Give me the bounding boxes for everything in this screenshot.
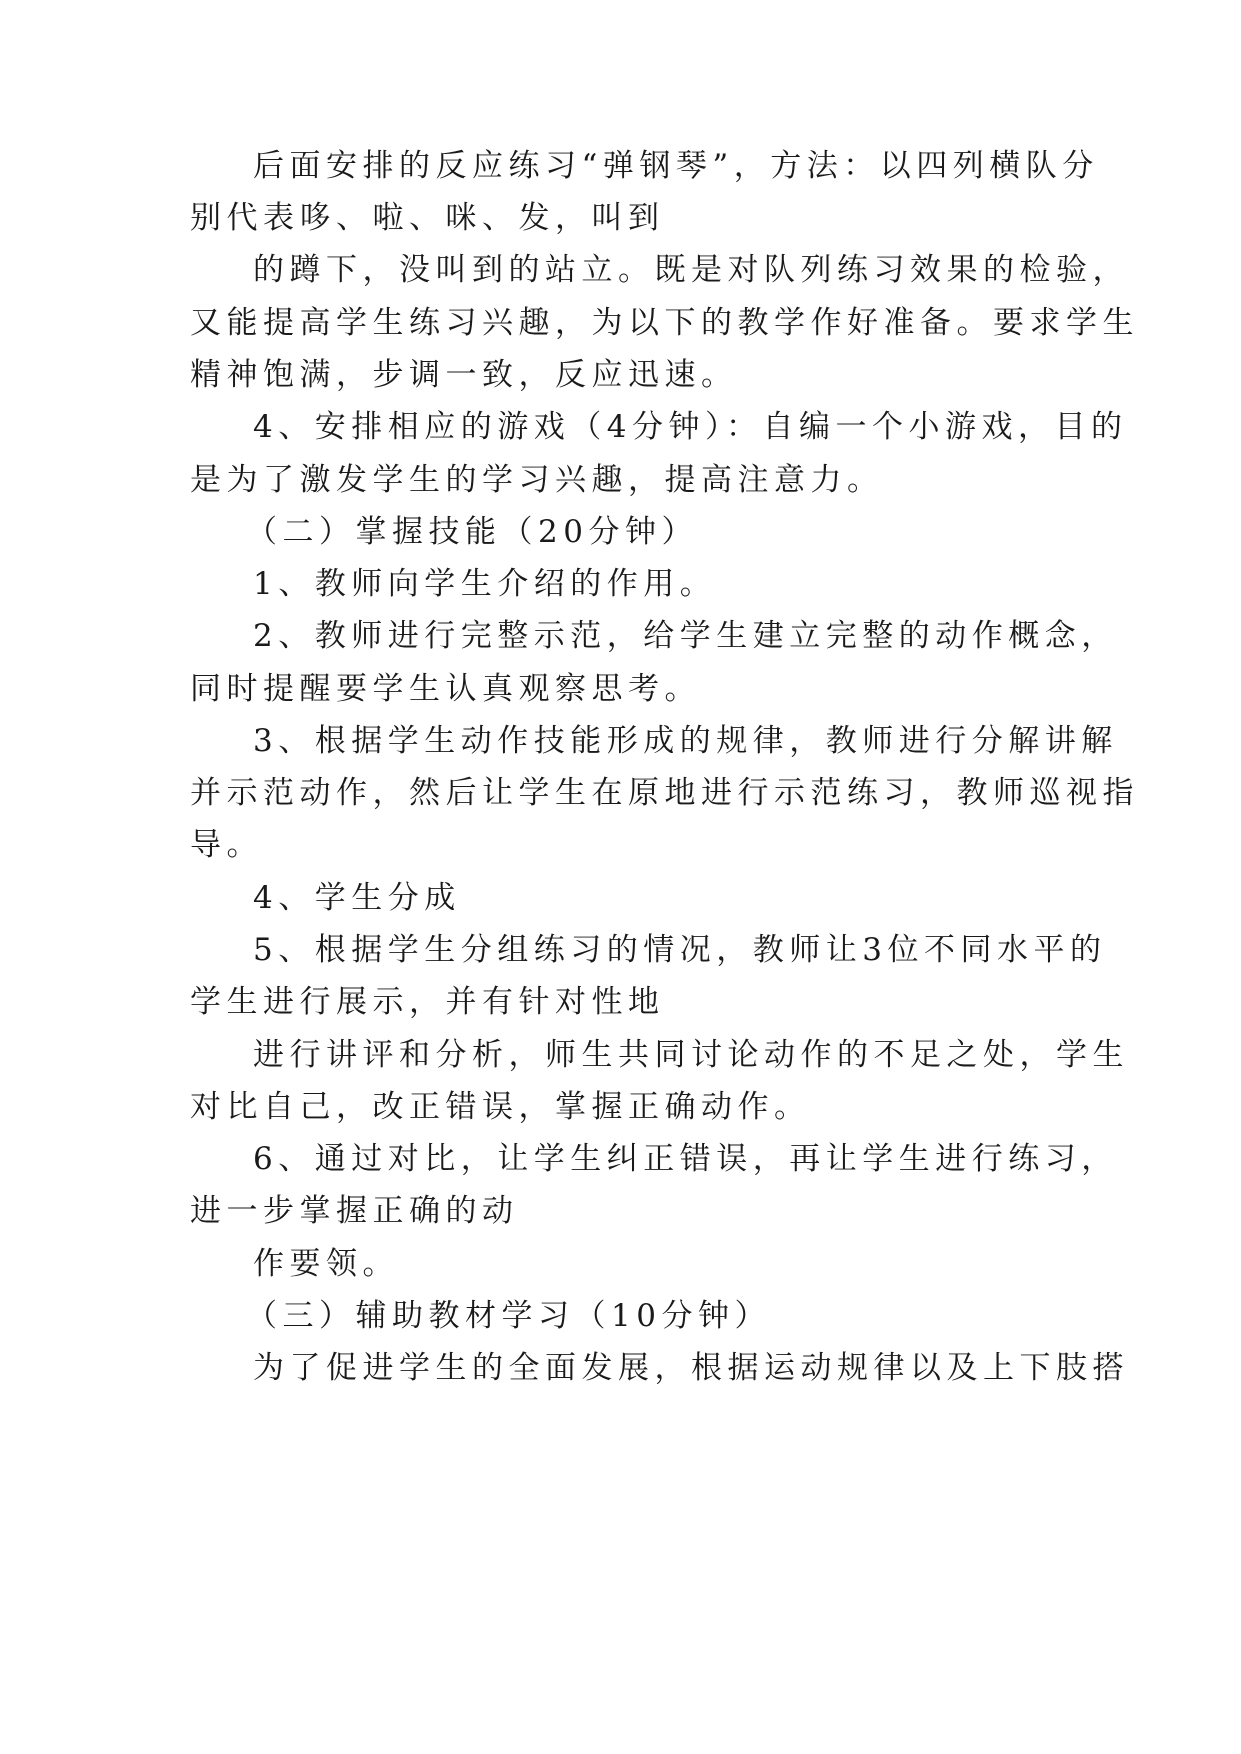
paragraph-line: 别代表哆、啦、咪、发，叫到 <box>190 200 665 236</box>
paragraph-line: 进一步掌握正确的动 <box>190 1193 519 1229</box>
paragraph-line: 同时提醒要学生认真观察思考。 <box>190 671 701 707</box>
paragraph-line: 6、通过对比，让学生纠正错误，再让学生进行练习， <box>253 1141 1118 1177</box>
paragraph-line: 为了促进学生的全面发展，根据运动规律以及上下肢搭 <box>253 1350 1129 1386</box>
paragraph-line: 1、教师向学生介绍的作用。 <box>253 566 717 602</box>
paragraph-line: 作要领。 <box>253 1246 399 1282</box>
paragraph-line: 并示范动作，然后让学生在原地进行示范练习，教师巡视指 <box>190 775 1139 811</box>
paragraph-line: 后面安排的反应练习“弹钢琴”，方法：以四列横队分 <box>253 148 1099 184</box>
paragraph-line: 学生进行展示，并有针对性地 <box>190 984 665 1020</box>
section-heading: （二）掌握技能（20分钟） <box>246 514 698 550</box>
paragraph-line: 是为了激发学生的学习兴趣，提高注意力。 <box>190 462 884 498</box>
section-heading: （三）辅助教材学习（10分钟） <box>246 1298 771 1334</box>
paragraph-line: 又能提高学生练习兴趣，为以下的教学作好准备。要求学生 <box>190 305 1139 341</box>
paragraph-line: 进行讲评和分析，师生共同讨论动作的不足之处，学生 <box>253 1037 1129 1073</box>
paragraph-line: 5、根据学生分组练习的情况，教师让3位不同水平的 <box>253 932 1107 968</box>
paragraph-line: 的蹲下，没叫到的站立。既是对队列练习效果的检验， <box>253 252 1129 288</box>
paragraph-line: 对比自己，改正错误，掌握正确动作。 <box>190 1089 811 1125</box>
paragraph-line: 4、安排相应的游戏（4分钟）：自编一个小游戏，目的 <box>253 409 1128 445</box>
paragraph-line: 导。 <box>190 827 263 863</box>
paragraph-line: 2、教师进行完整示范，给学生建立完整的动作概念， <box>253 618 1118 654</box>
paragraph-line: 3、根据学生动作技能形成的规律，教师进行分解讲解 <box>253 723 1118 759</box>
paragraph-line: 精神饱满，步调一致，反应迅速。 <box>190 357 738 393</box>
paragraph-line: 4、学生分成 <box>253 880 461 916</box>
